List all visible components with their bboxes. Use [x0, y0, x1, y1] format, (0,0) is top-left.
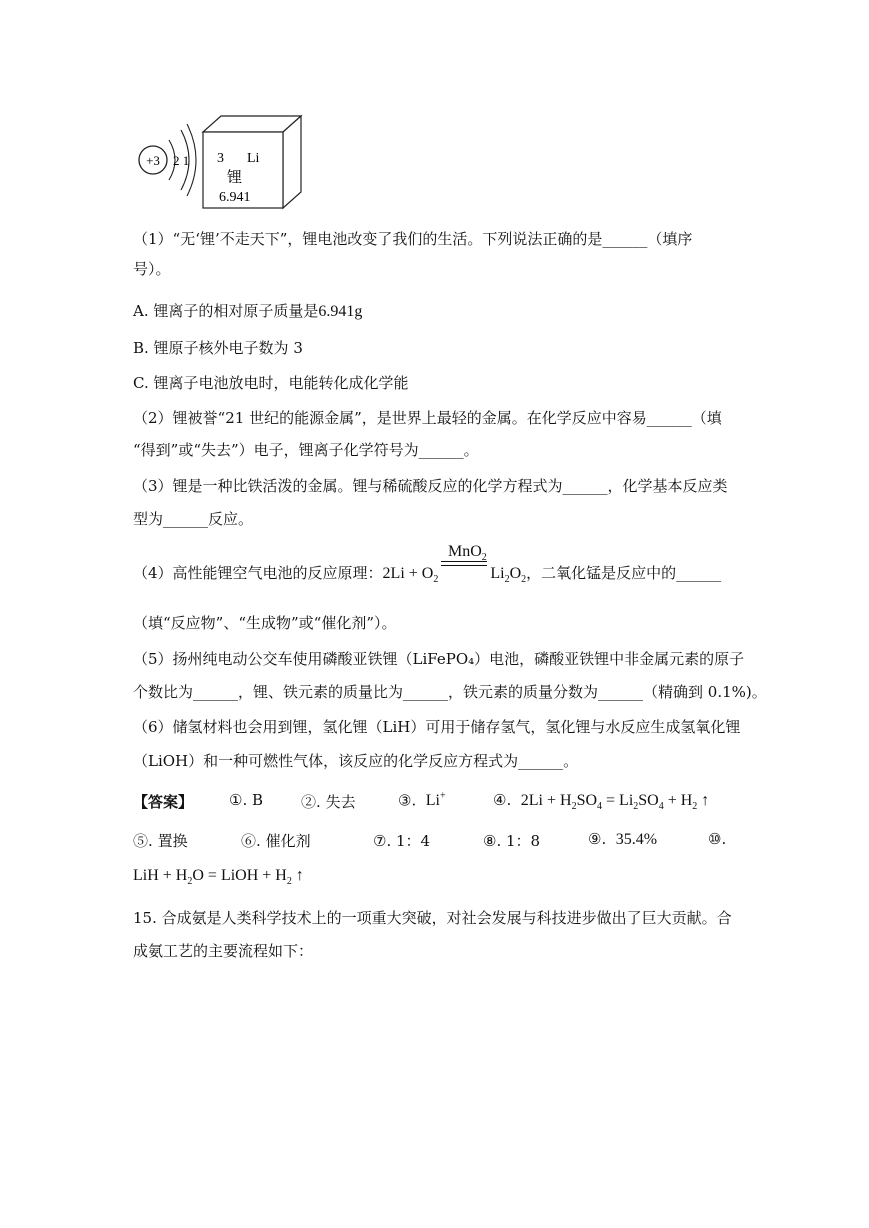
q2-line1: （2）锂被誉“21 世纪的能源金属”，是世界上最轻的金属。在化学反应中容易______（填: [133, 409, 722, 427]
q4-lhs: $2Li + O_2$: [382, 565, 439, 586]
q4-rhs: $Li_2O_2$: [490, 565, 527, 586]
answer-3: ③. Li+: [398, 791, 446, 810]
nucleus-charge: +3: [146, 153, 160, 168]
q1-line1: （1）“无‘锂’不走天下”，锂电池改变了我们的生活。下列说法正确的是______（填序: [133, 230, 693, 248]
q4-line1: [133, 562, 721, 591]
answer-label: 【答案】: [133, 793, 194, 811]
q1-line2: 号）。: [133, 260, 171, 278]
q2-line2: “得到”或“失去”）电子，锂离子化学符号为______。: [133, 441, 479, 459]
q3-line2: 型为______反应。: [133, 510, 254, 528]
answer-10-formula: LiH + $H_2O$ = LiOH + $H_2$ ↑: [133, 867, 304, 888]
answer-7: ⑦. 1：4: [373, 832, 431, 850]
q4-prefix: （4）高性能锂空气电池的反应原理：: [133, 564, 383, 582]
q6-line1: （6）储氢材料也会用到锂，氢化锂（LiH）可用于储存氢气，氢化锂与水反应生成氢氧化锂: [133, 718, 741, 736]
answer-5: ⑤. 置换: [133, 832, 188, 850]
q15-line1: 15. 合成氨是人类科学技术上的一项重大突破，对社会发展与科技进步做出了巨大贡献。合: [133, 909, 732, 927]
q6-line2: （LiOH）和一种可燃性气体，该反应的化学反应方程式为______。: [133, 752, 579, 770]
answer-10-number: ⑩.: [708, 830, 727, 848]
q1-option-a-text: A. 锂离子的相对原子质量是: [133, 302, 319, 320]
q4-line2: （填“反应物”、“生成物”或“催化剂”）。: [133, 614, 397, 632]
q1-option-a: [133, 300, 362, 323]
answer-2: ②. 失去: [301, 793, 356, 811]
shell-electron-counts: 2 1: [173, 153, 190, 168]
q1-option-a-value: 6.941g: [318, 303, 363, 320]
answer-row-1: [133, 791, 753, 815]
q5-line1: （5）扬州纯电动公交车使用磷酸亚铁锂（LiFePO₄）电池，磷酸亚铁锂中非金属元素的原子: [133, 650, 745, 668]
atomic-mass: 6.941: [219, 190, 251, 205]
q1-option-b: B. 锂原子核外电子数为 3: [133, 339, 303, 357]
answer-row-2: [133, 830, 753, 854]
atomic-number: 3: [217, 151, 224, 166]
element-name: 锂: [227, 168, 243, 186]
q1-option-c: C. 锂离子电池放电时，电能转化成化学能: [133, 374, 409, 392]
answer-8: ⑧. 1：8: [483, 832, 541, 850]
element-symbol: Li: [247, 151, 260, 166]
answer-9: ⑨. 35.4%: [588, 830, 658, 848]
q3-line1: （3）锂是一种比铁活泼的金属。锂与稀硫酸反应的化学方程式为______，化学基本反应类: [133, 477, 728, 495]
lithium-atom-figure: [135, 112, 310, 217]
answer-6: ⑥. 催化剂: [241, 832, 311, 850]
q4-equal-condition: [438, 562, 490, 584]
q15-line2: 成氨工艺的主要流程如下：: [133, 942, 314, 960]
cube-side: [283, 116, 301, 208]
q4-catalyst: MnO$_2$: [448, 543, 487, 564]
q4-suffix: ，二氧化锰是反应中的______: [526, 564, 722, 582]
answer-1: ①. B: [229, 791, 264, 809]
q5-line2: 个数比为______，锂、铁元素的质量比为______，铁元素的质量分数为______（精确到 0.1%)。: [133, 683, 767, 701]
answer-4: ④. $2Li + H_2SO_4 = Li_2SO_4 + H_2$ ↑: [493, 791, 710, 813]
